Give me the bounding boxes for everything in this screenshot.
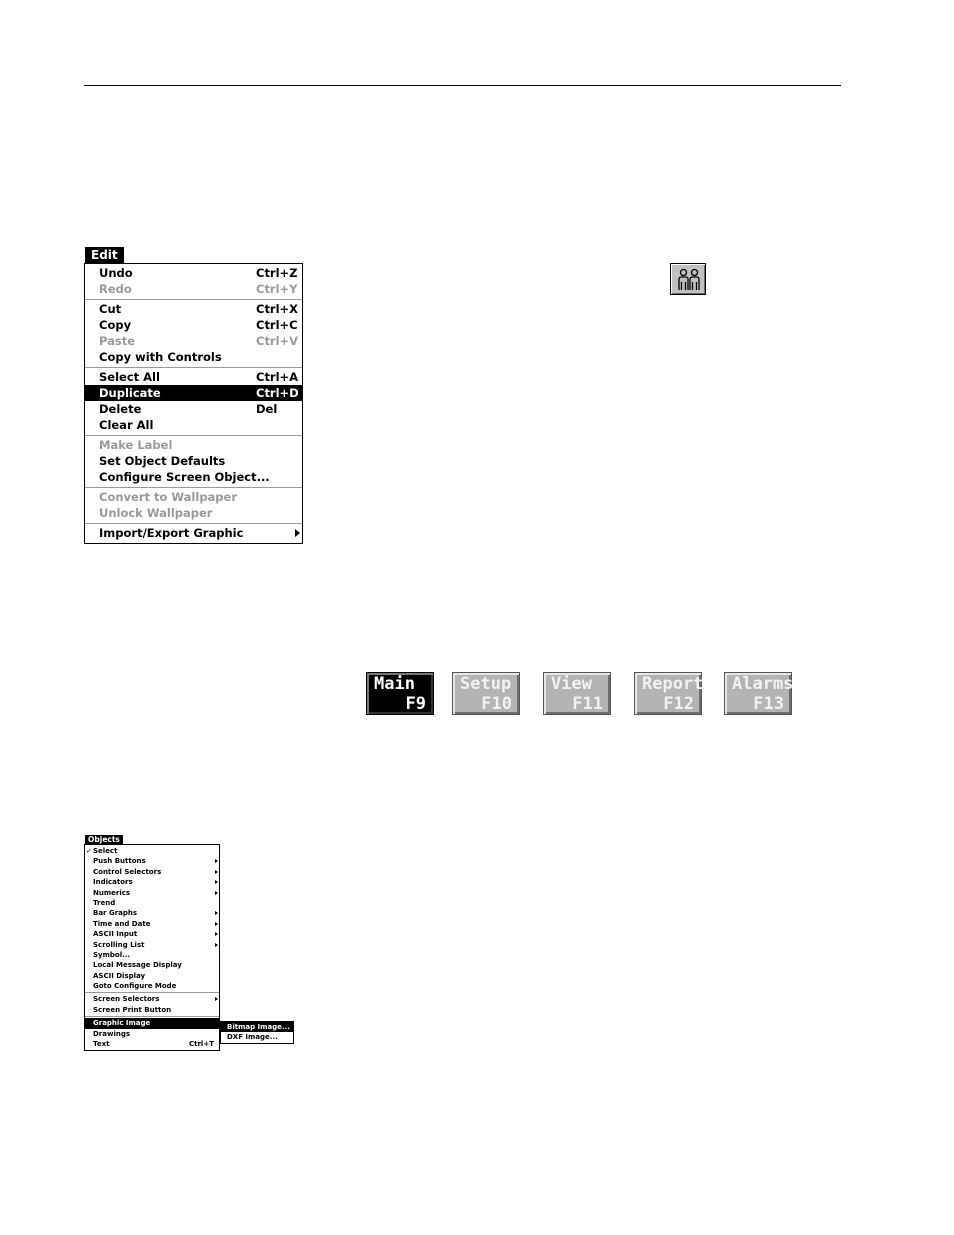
menu-item-label: Trend <box>93 898 116 907</box>
menu-item-label: Select All <box>99 370 160 384</box>
menu-item-label: Drawings <box>93 1029 131 1038</box>
menu-item-unlock-wallpaper[interactable] <box>85 505 302 521</box>
menu-item-label: Undo <box>99 266 133 280</box>
menu-item-duplicate[interactable] <box>85 385 302 401</box>
check-icon: ✓ <box>86 847 92 855</box>
menu-item-label: Redo <box>99 282 132 296</box>
menu-section <box>85 845 219 992</box>
function-key-code: F12 <box>663 694 694 714</box>
graphic-image-submenu <box>220 1021 294 1044</box>
function-key-code: F10 <box>481 694 512 714</box>
submenu-arrow-icon <box>215 922 218 926</box>
menu-item-shortcut: Ctrl+C <box>256 318 298 332</box>
function-key-alarms[interactable] <box>724 672 792 715</box>
objects-menu <box>84 844 220 1051</box>
menu-item-shortcut: Ctrl+A <box>256 370 299 384</box>
menu-section <box>85 1016 219 1050</box>
function-key-main[interactable] <box>366 672 434 715</box>
menu-item-label: Set Object Defaults <box>99 454 226 468</box>
submenu-arrow-icon <box>215 932 218 936</box>
menu-item-label: Cut <box>99 302 122 316</box>
menu-item-label: Unlock Wallpaper <box>99 506 213 520</box>
submenu-item-dxf-image[interactable]: DXF Image... <box>227 1033 278 1042</box>
function-key-name: Main <box>374 674 415 694</box>
menu-item-label: Copy <box>99 318 132 332</box>
function-key-setup[interactable] <box>452 672 520 715</box>
menu-item-make-label[interactable] <box>85 437 302 453</box>
function-key-name: Report <box>642 674 704 694</box>
menu-item-label: ASCII Display <box>93 971 146 980</box>
menu-section <box>85 992 219 1016</box>
menu-item-ascii-input[interactable] <box>85 929 219 939</box>
menu-item-select[interactable] <box>85 846 219 856</box>
menu-item-undo[interactable] <box>85 265 302 281</box>
submenu-arrow-icon <box>215 943 218 947</box>
function-key-view[interactable] <box>543 672 611 715</box>
menu-item-control-selectors[interactable] <box>85 867 219 877</box>
menu-item-label: Time and Date <box>93 919 151 928</box>
submenu-arrow-icon <box>215 891 218 895</box>
menu-item-screen-print-button[interactable] <box>85 1005 219 1015</box>
menu-item-paste[interactable] <box>85 333 302 349</box>
menu-item-clear-all[interactable] <box>85 417 302 433</box>
menu-item-symbol[interactable] <box>85 950 219 960</box>
menu-item-label: Import/Export Graphic <box>99 526 244 540</box>
menu-item-label: Bar Graphs <box>93 909 138 918</box>
menu-item-set-object-defaults[interactable] <box>85 453 302 469</box>
menu-item-label: Convert to Wallpaper <box>99 490 238 504</box>
menu-item-label: Paste <box>99 334 136 348</box>
edit-menu <box>84 263 303 544</box>
menu-item-graphic-image[interactable] <box>85 1018 219 1028</box>
submenu-arrow-icon <box>295 529 300 537</box>
menu-item-label: Scrolling List <box>93 940 145 949</box>
menu-item-copy-with-controls[interactable] <box>85 349 302 365</box>
edit-menu-title[interactable]: Edit <box>85 247 124 263</box>
menu-item-label: Make Label <box>99 438 173 452</box>
menu-item-shortcut: Ctrl+X <box>256 302 299 316</box>
menu-item-label: Symbol... <box>93 950 131 959</box>
function-key-name: View <box>551 674 592 694</box>
menu-item-screen-selectors[interactable] <box>85 994 219 1004</box>
menu-item-time-and-date[interactable] <box>85 919 219 929</box>
menu-item-import-export-graphic[interactable] <box>85 525 302 541</box>
menu-item-label: Control Selectors <box>93 867 162 876</box>
menu-item-copy[interactable] <box>85 317 302 333</box>
function-key-name: Alarms <box>732 674 794 694</box>
menu-item-drawings[interactable] <box>85 1029 219 1039</box>
function-key-code: F13 <box>753 694 784 714</box>
function-key-name: Setup <box>460 674 512 694</box>
menu-item-convert-to-wallpaper[interactable] <box>85 489 302 505</box>
menu-item-select-all[interactable] <box>85 369 302 385</box>
menu-item-bar-graphs[interactable] <box>85 908 219 918</box>
submenu-item-bitmap-image[interactable]: Bitmap Image... <box>221 1022 293 1032</box>
menu-item-shortcut: Del <box>256 402 278 416</box>
menu-item-label: Configure Screen Object... <box>99 470 270 484</box>
menu-item-shortcut: Ctrl+Y <box>256 282 298 296</box>
menu-item-configure-screen-object[interactable] <box>85 469 302 485</box>
menu-item-label: Clear All <box>99 418 154 432</box>
menu-item-goto-configure-mode[interactable] <box>85 981 219 991</box>
menu-item-redo[interactable] <box>85 281 302 297</box>
menu-item-delete[interactable] <box>85 401 302 417</box>
menu-item-text[interactable] <box>85 1039 219 1049</box>
menu-item-label: Screen Print Button <box>93 1005 172 1014</box>
menu-section <box>85 299 302 367</box>
function-key-code: F9 <box>405 694 426 714</box>
menu-item-label: Indicators <box>93 878 133 887</box>
submenu-arrow-icon <box>215 911 218 915</box>
menu-item-label: Text <box>93 1040 110 1049</box>
menu-section <box>85 487 302 523</box>
menu-item-label: Graphic Image <box>93 1019 151 1028</box>
menu-item-label: Screen Selectors <box>93 995 160 1004</box>
submenu-arrow-icon <box>215 880 218 884</box>
menu-item-shortcut: Ctrl+T <box>189 1040 214 1049</box>
function-key-report[interactable] <box>634 672 702 715</box>
menu-section <box>85 523 302 543</box>
submenu-arrow-icon <box>215 997 218 1001</box>
menu-item-shortcut: Ctrl+D <box>256 386 299 400</box>
objects-menu-title[interactable]: Objects <box>85 835 123 844</box>
menu-item-label: Local Message Display <box>93 961 182 970</box>
menu-item-ascii-display[interactable] <box>85 971 219 981</box>
menu-item-local-message-display[interactable] <box>85 960 219 970</box>
menu-item-label: Push Buttons <box>93 857 146 866</box>
menu-item-scrolling-list[interactable] <box>85 940 219 950</box>
menu-item-label: Numerics <box>93 888 131 897</box>
function-key-code: F11 <box>572 694 603 714</box>
submenu-arrow-icon <box>215 859 218 863</box>
menu-section <box>85 264 302 299</box>
menu-item-label: Goto Configure Mode <box>93 982 177 991</box>
menu-item-label: Duplicate <box>99 386 161 400</box>
menu-item-numerics[interactable] <box>85 888 219 898</box>
menu-item-shortcut: Ctrl+V <box>256 334 299 348</box>
menu-item-indicators[interactable] <box>85 877 219 887</box>
menu-item-label: ASCII Input <box>93 930 138 939</box>
menu-item-label: Copy with Controls <box>99 350 222 364</box>
menu-item-shortcut: Ctrl+Z <box>256 266 298 280</box>
menu-item-push-buttons[interactable] <box>85 856 219 866</box>
top-rule <box>84 85 841 86</box>
duplicate-toolbar-button[interactable] <box>670 263 706 295</box>
menu-item-trend[interactable] <box>85 898 219 908</box>
submenu-arrow-icon <box>215 870 218 874</box>
menu-item-label: Delete <box>99 402 142 416</box>
menu-section <box>85 367 302 435</box>
menu-item-label: Select <box>93 847 118 855</box>
menu-section <box>85 435 302 487</box>
menu-item-cut[interactable] <box>85 301 302 317</box>
duplicate-icon <box>677 268 701 292</box>
